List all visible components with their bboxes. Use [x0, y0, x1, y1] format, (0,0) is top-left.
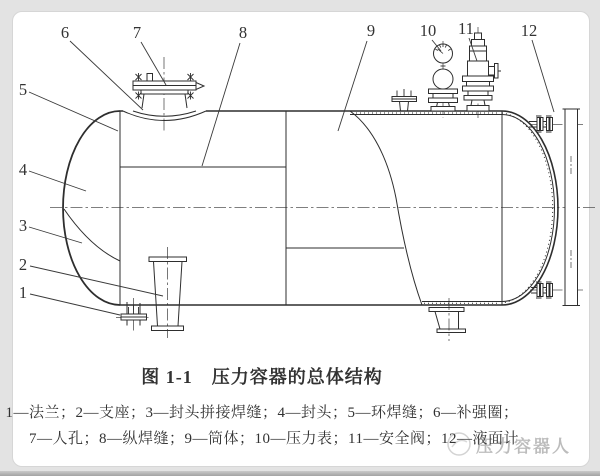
callout-number-7: 7: [132, 23, 142, 42]
level-gauge-top-connection: [529, 116, 553, 132]
callout-number-6: 6: [60, 23, 70, 42]
right-head: [502, 111, 558, 305]
safety-valve: [463, 33, 502, 111]
centerlines: [50, 27, 596, 341]
saddle-support-right: [429, 308, 466, 333]
legend-line-2: 7—人孔；8—纵焊缝；9—筒体；10—压力表；11—安全阀；12—液面计: [29, 431, 519, 447]
section-break-curve: [350, 111, 422, 305]
callout-number-9: 9: [366, 21, 376, 40]
callout-number-11: 11: [458, 19, 474, 38]
callout-numbers: [19, 19, 537, 302]
callout-number-5: 5: [18, 80, 28, 99]
callout-number-8: 8: [238, 23, 248, 42]
head-seam-weld: [64, 209, 120, 261]
weld-seams: [64, 111, 502, 305]
manhole-lug: [147, 74, 153, 82]
pressure-gauge: [429, 44, 458, 111]
callout-number-1: 1: [18, 283, 28, 302]
gauge-siphon: [433, 69, 453, 89]
callout-number-2: 2: [18, 255, 28, 274]
vessel-shell: [63, 111, 558, 305]
top-nozzle: [392, 89, 417, 111]
callout-number-10: 10: [419, 21, 437, 40]
figure-title: 图 1-1 压力容器的总体结构: [141, 367, 383, 387]
callout-number-3: 3: [18, 216, 28, 235]
callout-number-4: 4: [18, 160, 28, 179]
manhole-davit-tip: [196, 83, 204, 90]
valve-outlet: [489, 67, 495, 76]
manhole-assembly: [123, 73, 206, 121]
reinforcement-pad: [123, 111, 206, 121]
left-head: [63, 111, 120, 305]
legend-line-1: 1—法兰；2—支座；3—封头拼接焊缝；4—封头；5—环焊缝；6—补强圈；: [5, 405, 519, 421]
callout-number-12: 12: [520, 21, 538, 40]
level-gauge-tube: [565, 109, 578, 306]
watermark-text: 压力容器人: [476, 436, 571, 456]
page-bottom-edge: [0, 471, 600, 476]
